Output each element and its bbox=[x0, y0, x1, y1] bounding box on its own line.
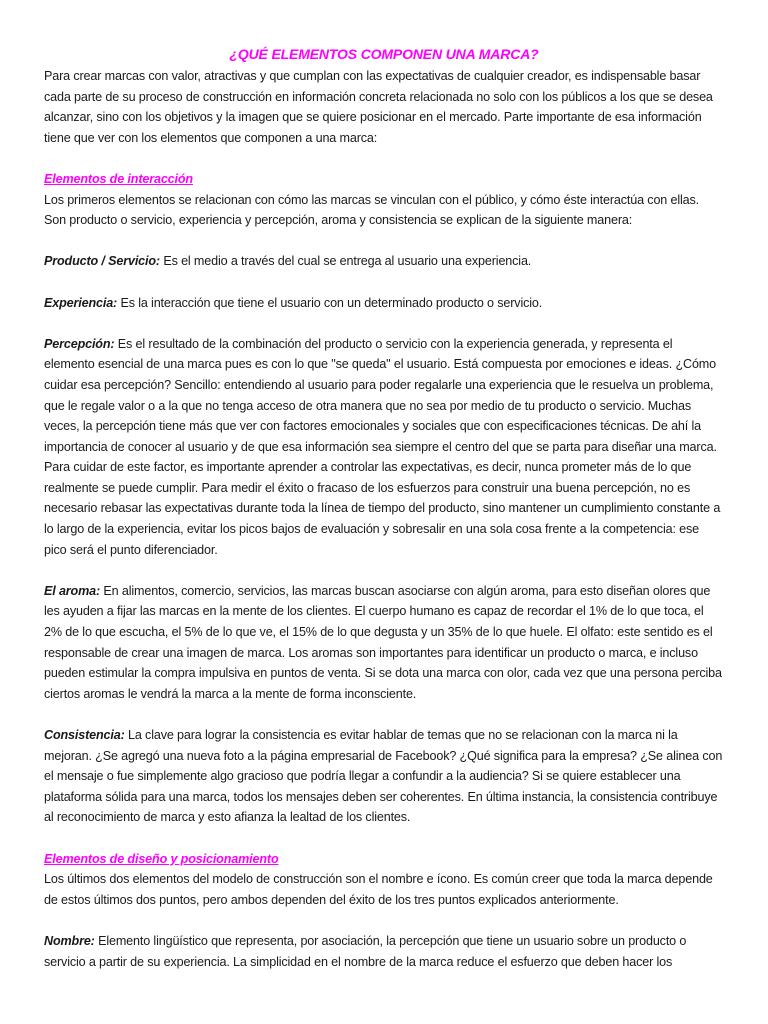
spacer bbox=[44, 910, 724, 931]
intro-paragraph: Para crear marcas con valor, atractivas y que cumplan con las expectativas de cualquier creador, es indispensable basar cada parte de su proceso de construcción en información concreta relacionada no solo con los públicos a los que se desea alcanzar, sino con los objetivos y la imagen que se quiere posicionar en el mercado. Parte importante de esa información tiene que ver con los elementos que componen a una marca: bbox=[44, 69, 713, 145]
document-page bbox=[44, 44, 724, 972]
section-heading-label: Elementos de diseño y posicionamiento bbox=[44, 851, 279, 866]
percepcion-term: Percepción: bbox=[44, 336, 115, 351]
experiencia-term: Experiencia: bbox=[44, 295, 118, 310]
producto-paragraph bbox=[44, 251, 724, 272]
nombre-term: Nombre: bbox=[44, 933, 95, 948]
percepcion-paragraph bbox=[44, 334, 724, 561]
consistencia-text: La clave para lograr la consistencia es evitar hablar de temas que no se relacionan con la marca ni la mejoran. ¿Se agregó una nueva foto a la página empresarial de Facebook? ¿Qué significa para la empresa? ¿Se alinea con el mensaje o fue simplemente algo gracioso que podría llegar a confundir a la audiencia? Si se quiere establecer una plataforma sólida para una marca, todos los mensajes deben ser coherentes. En última instancia, la consistencia contribuye al reconocimiento de marca y esto afianza la lealtad de los clientes. bbox=[44, 728, 723, 825]
spacer bbox=[44, 231, 724, 252]
section-design-heading bbox=[44, 849, 724, 870]
nombre-paragraph bbox=[44, 931, 724, 972]
aroma-text: En alimentos, comercio, servicios, las marcas buscan asociarse con algún aroma, para esto diseñan olores que les ayuden a fijar las marcas en la mente de los clientes. El cuerpo humano es capaz de recordar el 1% de lo que toca, el 2% de lo que escucha, el 5% de lo que ve, el 15% de lo que degusta y un 35% de lo que huele. El olfato: este sentido es el responsable de crear una imagen de marca. Los aromas son importantes para identificar un producto o marca, e incluso pueden estimular la compra impulsiva en puntos de venta. Si se dota una marca con olor, cada vez que una persona perciba ciertos aromas le vendrá la marca a la mente de forma inconsciente. bbox=[44, 583, 722, 701]
spacer bbox=[44, 828, 724, 849]
spacer bbox=[44, 704, 724, 725]
experiencia-paragraph bbox=[44, 293, 724, 314]
aroma-term: El aroma: bbox=[44, 583, 101, 598]
section-heading-label: Elementos de interacción bbox=[44, 171, 193, 186]
producto-term: Producto / Servicio: bbox=[44, 254, 160, 269]
percepcion-text: Es el resultado de la combinación del producto o servicio con la experiencia generada, y representa el elemento esencial de una marca pues es con lo que "se queda" el usuario. Está compuesta por emociones e ideas. ¿Cómo cuidar esa percepción? Sencillo: entendiendo al usuario para poder regalarle una experiencia que le resuelva un problema, que le regale valor o a la que no tenga acceso de otra manera que no sea por medio de tu producto o servicio. Muchas veces, la percepción tiene más que ver con factores emocionales y sociales que con especificaciones técnicas. De ahí la importancia de conocer al usuario y de que esa información sea siempre el centro del que se parta para diseñar una marca. Para cuidar de este factor, es importante aprender a controlar las expectativas, es decir, nunca prometer más de lo que realmente se puede cumplir. Para medir el éxito o fracaso de los esfuerzos para construir una buena percepción, no es necesario rebasar las expectativas durante toda la línea de tiempo del producto, sino mantener un cumplimiento constante a lo largo de la experiencia, evitar los picos bajos de evaluación y sobresalir en una sola cosa frente a la competencia: ese pico será el punto diferenciador. bbox=[44, 336, 721, 557]
spacer bbox=[44, 313, 724, 334]
document-title: ¿QUÉ ELEMENTOS COMPONEN UNA MARCA? bbox=[229, 46, 539, 62]
consistencia-paragraph bbox=[44, 725, 724, 828]
producto-text: Es el medio a través del cual se entrega al usuario una experiencia. bbox=[159, 254, 532, 269]
experiencia-text: Es la interacción que tiene el usuario con un determinado producto o servicio. bbox=[117, 295, 543, 310]
spacer bbox=[44, 272, 724, 293]
section-interaction-text: Los primeros elementos se relacionan con cómo las marcas se vinculan con el público, y cómo éste interactúa con ellas. Son producto o servicio, experiencia y percepción, aroma y consistencia se explican de la siguiente manera: bbox=[44, 192, 700, 228]
spacer bbox=[44, 560, 724, 581]
nombre-text: Elemento lingüístico que representa, por asociación, la percepción que tiene un usuario sobre un producto o servicio a partir de su experiencia. La simplicidad en el nombre de la marca reduce el esfuerzo que deben hacer los bbox=[44, 933, 687, 969]
section-design-text: Los últimos dos elementos del modelo de construcción son el nombre e ícono. Es común creer que toda la marca depende de estos últimos dos puntos, pero ambos dependen del éxito de los tres puntos explicados anteriormente. bbox=[44, 872, 713, 907]
spacer bbox=[44, 148, 724, 169]
section-interaction-heading bbox=[44, 169, 724, 190]
aroma-paragraph bbox=[44, 581, 724, 705]
consistencia-term: Consistencia: bbox=[44, 728, 125, 742]
